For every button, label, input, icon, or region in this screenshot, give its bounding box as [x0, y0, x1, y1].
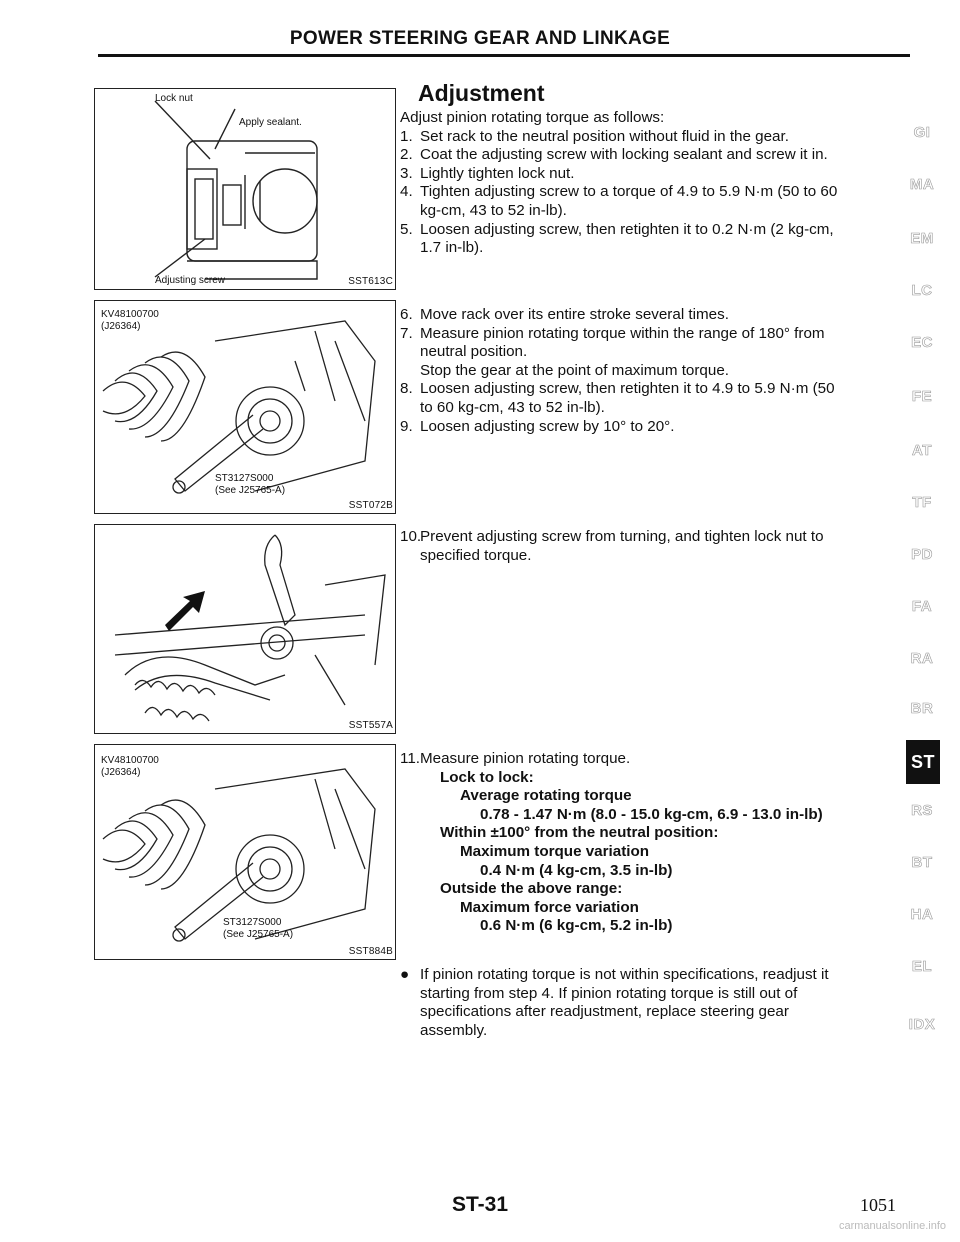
- section-tab-el[interactable]: EL: [911, 958, 933, 975]
- step-text: Tighten adjusting screw to a torque of 4.9 to 5.9 N·m (50 to 60: [420, 183, 838, 201]
- label-apply-sealant: Apply sealant.: [239, 117, 302, 128]
- step-line: [400, 165, 900, 184]
- section-tab-ma[interactable]: MA: [909, 176, 935, 193]
- step-text: Loosen adjusting screw by 10° to 20°.: [420, 417, 675, 435]
- label-lock-nut: Lock nut: [155, 93, 193, 104]
- section-title: Adjustment: [418, 80, 545, 106]
- header-rule: [98, 54, 910, 57]
- step-number: 5.: [400, 220, 413, 238]
- figure-lock-nut-adjusting-screw: [94, 88, 396, 290]
- step-number: 11.: [400, 750, 420, 767]
- label-part-number: KV48100700: [101, 309, 159, 320]
- section-tab-pd[interactable]: PD: [911, 546, 933, 563]
- step-number: 7.: [400, 324, 413, 342]
- step-number: 2.: [400, 146, 413, 164]
- step-number: 9.: [400, 417, 413, 435]
- step-line: [400, 399, 900, 418]
- section-tab-tf[interactable]: TF: [912, 494, 932, 511]
- step-text: Set rack to the neutral position without fluid in the gear.: [420, 127, 789, 145]
- step-line: [400, 418, 900, 437]
- step-line: [400, 128, 900, 147]
- section-tab-em[interactable]: EM: [910, 230, 934, 247]
- note-line: [420, 1003, 900, 1022]
- section-tab-idx[interactable]: IDX: [908, 1016, 936, 1033]
- step-line: [400, 146, 900, 165]
- spec-label: Average rotating torque: [460, 787, 632, 805]
- note-line: [400, 966, 900, 985]
- step-text: Move rack over its entire stroke several times.: [420, 306, 729, 323]
- figure-torque-gauge-1: [94, 300, 396, 514]
- spec-label: Maximum torque variation: [460, 842, 650, 860]
- spec-label: Maximum force variation: [460, 898, 639, 916]
- spec-value: 0.78 - 1.47 N·m (8.0 - 15.0 kg-cm, 6.9 - 13.0 in-lb): [480, 805, 823, 823]
- spec-heading: Within ±100° from the neutral position:: [440, 824, 719, 842]
- spec-heading: Lock to lock:: [440, 768, 534, 786]
- step-line: [400, 325, 900, 344]
- note-paragraph: [400, 966, 900, 1040]
- step-line: [400, 183, 900, 202]
- note-line: [420, 985, 900, 1004]
- adjustment-step-10: [400, 528, 900, 565]
- page-header-title: POWER STEERING GEAR AND LINKAGE: [289, 28, 671, 49]
- step-text: specified torque.: [420, 546, 532, 564]
- figure-code: SST884B: [348, 946, 393, 957]
- step-number: 3.: [400, 164, 413, 182]
- step-text: to 60 kg-cm, 43 to 52 in-lb).: [420, 398, 605, 416]
- label-tool-number: ST3127S000: [223, 917, 282, 928]
- page-number: 1051: [860, 1195, 896, 1215]
- figure-torque-gauge-2: [94, 744, 396, 960]
- note-line: [420, 1022, 900, 1041]
- watermark-text: carmanualsonline.info: [838, 1220, 946, 1232]
- step-line: [400, 306, 900, 325]
- step-number: 1.: [400, 127, 413, 145]
- step-line: [400, 547, 900, 566]
- step-text: neutral position.: [420, 343, 528, 361]
- step-text: Loosen adjusting screw, then retighten it to 0.2 N·m (2 kg-cm,: [420, 220, 834, 238]
- note-text: starting from step 4. If pinion rotating torque is still out of: [420, 984, 798, 1002]
- step-text: Coat the adjusting screw with locking sealant and screw it in.: [420, 146, 828, 164]
- step-line: [400, 362, 900, 381]
- note-text: If pinion rotating torque is not within specifications, readjust it: [420, 966, 829, 983]
- step-text: 1.7 in-lb).: [420, 239, 484, 257]
- step-line: [400, 528, 900, 547]
- section-page-code: ST-31: [451, 1193, 509, 1216]
- section-tab-ec[interactable]: EC: [911, 334, 933, 351]
- step-text: Loosen adjusting screw, then retighten it to 4.9 to 5.9 N·m (50: [420, 380, 835, 398]
- figure-code: SST072B: [348, 500, 393, 511]
- spec-value: 0.4 N·m (4 kg-cm, 3.5 in-lb): [480, 861, 673, 879]
- adjustment-steps-1-5: [400, 109, 900, 258]
- section-tab-gi[interactable]: GI: [913, 124, 931, 141]
- step-number: 10.: [400, 528, 422, 545]
- step-line: [400, 343, 900, 362]
- label-adjusting-screw: Adjusting screw: [155, 275, 226, 286]
- section-tab-st[interactable]: ST: [906, 740, 940, 784]
- spec-value: 0.6 N·m (6 kg-cm, 5.2 in-lb): [480, 917, 673, 935]
- section-tab-bt[interactable]: BT: [911, 854, 933, 871]
- section-tab-br[interactable]: BR: [910, 700, 934, 717]
- wrench-diagram: [95, 525, 395, 733]
- label-part-number: KV48100700: [101, 755, 159, 766]
- step-text: Measure pinion rotating torque within the range of 180° from: [420, 324, 825, 342]
- label-part-number-alt: (J26364): [101, 321, 141, 332]
- step-text: Lightly tighten lock nut.: [420, 164, 575, 182]
- step-line: [400, 380, 900, 399]
- label-tool-ref: (See J25765-A): [215, 485, 286, 496]
- figure-code: SST557A: [348, 720, 393, 731]
- label-tool-number: ST3127S000: [215, 473, 274, 484]
- section-tab-at[interactable]: AT: [912, 442, 932, 459]
- section-tab-ha[interactable]: HA: [910, 906, 934, 923]
- adjustment-step-11: [400, 750, 900, 936]
- step-line: [400, 221, 900, 240]
- step-text: Stop the gear at the point of maximum torque.: [420, 361, 729, 379]
- note-text: specifications after readjustment, replace steering gear: [420, 1003, 789, 1021]
- step-number: 6.: [400, 306, 413, 323]
- note-text: assembly.: [420, 1021, 488, 1039]
- spec-heading: Outside the above range:: [440, 880, 623, 898]
- figure-code: SST613C: [348, 276, 393, 287]
- figure-lock-nut-tightening: [94, 524, 396, 734]
- section-tab-fe[interactable]: FE: [911, 388, 933, 405]
- step-line: [400, 239, 900, 258]
- intro-text: Adjust pinion rotating torque as follows:: [400, 109, 665, 126]
- bullet-icon: ●: [400, 966, 410, 983]
- section-tab-ra[interactable]: RA: [910, 650, 934, 667]
- section-tab-rs[interactable]: RS: [911, 802, 933, 819]
- step-text: kg-cm, 43 to 52 in-lb).: [420, 201, 567, 219]
- section-tab-lc[interactable]: LC: [911, 282, 933, 299]
- steps-list-a: [400, 128, 900, 258]
- adjustment-steps-6-9: [400, 306, 900, 436]
- label-part-number-alt: (J26364): [101, 767, 141, 778]
- step-line: [400, 202, 900, 221]
- label-tool-ref: (See J25765-A): [223, 929, 294, 940]
- step-number: 8.: [400, 380, 413, 398]
- step-text: Measure pinion rotating torque.: [420, 750, 631, 767]
- section-tab-fa[interactable]: FA: [911, 598, 933, 615]
- step-number: 4.: [400, 183, 413, 201]
- step-text: Prevent adjusting screw from turning, and tighten lock nut to: [420, 528, 824, 545]
